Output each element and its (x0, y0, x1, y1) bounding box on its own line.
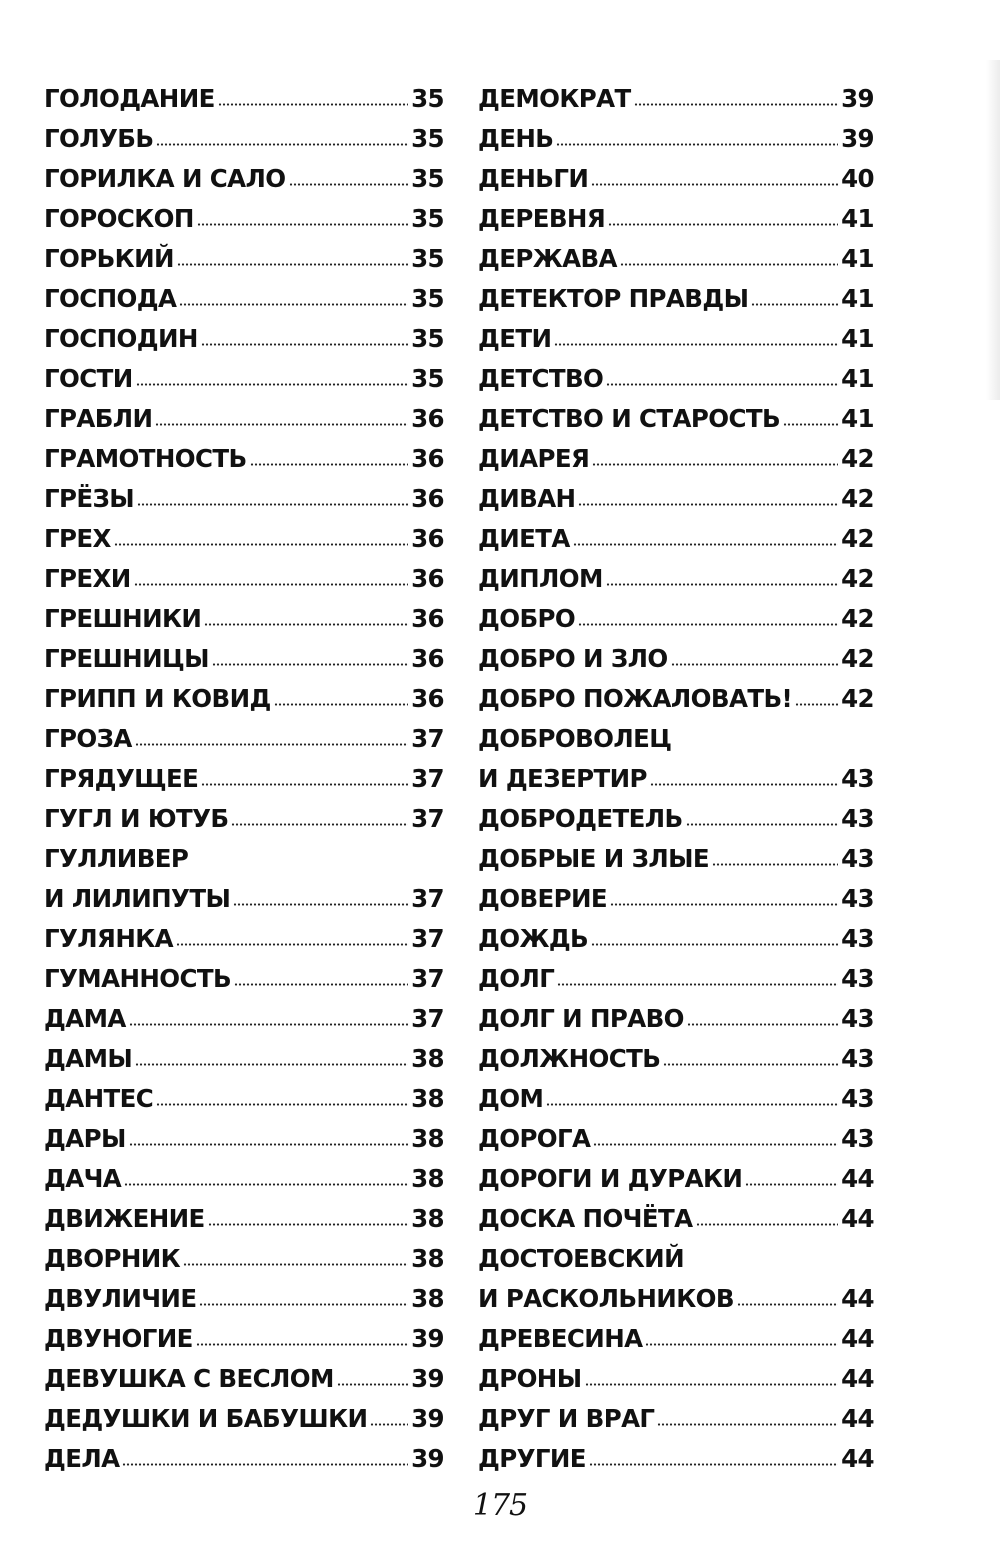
dot-leader (606, 582, 838, 587)
page-number: 175 (472, 1488, 528, 1523)
dot-leader (129, 1022, 408, 1027)
dot-leader (196, 1342, 408, 1347)
dot-leader (208, 1222, 408, 1227)
index-term: ДОЖДЬ (478, 923, 589, 953)
dot-leader (274, 702, 408, 707)
index-term: ГУГЛ И ЮТУБ (44, 803, 229, 833)
index-page-ref: 37 (411, 963, 444, 993)
index-entry (478, 878, 874, 918)
index-term: ДОБРО ПОЖАЛОВАТЬ! (478, 683, 793, 713)
index-page-ref: 38 (411, 1283, 444, 1313)
index-entry (44, 198, 444, 238)
index-page-ref: 43 (841, 763, 874, 793)
index-term: ДЕНЬГИ (478, 163, 589, 193)
index-page-ref: 35 (411, 123, 444, 153)
index-right-column (478, 78, 874, 1478)
index-entry (478, 638, 874, 678)
index-page-ref: 37 (411, 763, 444, 793)
index-term: ДОЛГ И ПРАВО (478, 1003, 684, 1033)
index-page-ref: 37 (411, 883, 444, 913)
index-page-ref: 41 (841, 403, 874, 433)
index-page-ref: 42 (841, 603, 874, 633)
index-page-ref: 39 (411, 1323, 444, 1353)
index-term: ДАМА (44, 1003, 126, 1033)
index-page-ref: 44 (841, 1163, 874, 1193)
index-entry (478, 1278, 874, 1318)
index-entry (44, 318, 444, 358)
dot-leader (634, 102, 838, 107)
index-entry (478, 1118, 874, 1158)
index-term: ГРИПП И КОВИД (44, 683, 271, 713)
index-entry (478, 1238, 874, 1278)
dot-leader (129, 1142, 408, 1147)
index-page-ref: 38 (411, 1203, 444, 1233)
index-entry (44, 438, 444, 478)
index-page-ref: 44 (841, 1443, 874, 1473)
index-term: И ДЕЗЕРТИР (478, 763, 647, 793)
index-term: ДОВЕРИЕ (478, 883, 608, 913)
dot-leader (233, 902, 408, 907)
index-entry (44, 478, 444, 518)
index-page-ref: 42 (841, 523, 874, 553)
index-page-ref: 44 (841, 1363, 874, 1393)
index-entry (44, 1438, 444, 1478)
index-entry (478, 838, 874, 878)
dot-leader (606, 382, 838, 387)
index-term: ГОСПОДА (44, 283, 177, 313)
dot-leader (156, 142, 408, 147)
index-page-ref: 35 (411, 323, 444, 353)
index-term: ДРОНЫ (478, 1363, 582, 1393)
dot-leader (114, 542, 408, 547)
index-term: ДАНТЕС (44, 1083, 154, 1113)
index-page-ref: 37 (411, 923, 444, 953)
index-term: ДВУНОГИЕ (44, 1323, 193, 1353)
index-term: ДЕРЕВНЯ (478, 203, 606, 233)
index-page-ref: 43 (841, 1003, 874, 1033)
dot-leader (737, 1302, 838, 1307)
index-term: ГОЛУБЬ (44, 123, 154, 153)
index-page-ref: 44 (841, 1283, 874, 1313)
index-entry (44, 398, 444, 438)
index-entry (478, 438, 874, 478)
index-page-ref: 43 (841, 923, 874, 953)
index-page-ref: 42 (841, 483, 874, 513)
index-entry (478, 598, 874, 638)
dot-leader (156, 1102, 408, 1107)
dot-leader (556, 142, 838, 147)
index-entry (478, 718, 874, 758)
index-term: ДИВАН (478, 483, 576, 513)
index-page-ref: 44 (841, 1323, 874, 1353)
index-term: ДЕНЬ (478, 123, 554, 153)
index-entry (44, 798, 444, 838)
dot-leader (155, 422, 408, 427)
index-term: ДЕРЖАВА (478, 243, 617, 273)
index-term: ДОЛЖНОСТЬ (478, 1043, 661, 1073)
dot-leader (578, 622, 838, 627)
dot-leader (218, 102, 408, 107)
dot-leader (546, 1102, 838, 1107)
index-entry (44, 958, 444, 998)
index-entry (44, 518, 444, 558)
dot-leader (686, 822, 839, 827)
index-entry (44, 1038, 444, 1078)
dot-leader (795, 702, 838, 707)
dot-leader (135, 742, 408, 747)
index-entry (478, 798, 874, 838)
dot-leader (122, 1462, 408, 1467)
index-page-ref: 36 (411, 403, 444, 433)
index-term: ГОРИЛКА И САЛО (44, 163, 286, 193)
index-entry (478, 1398, 874, 1438)
index-entry (478, 1358, 874, 1398)
index-page-ref: 35 (411, 363, 444, 393)
index-page-ref: 35 (411, 203, 444, 233)
index-left-column (44, 78, 444, 1478)
index-term: ДОРОГИ И ДУРАКИ (478, 1163, 743, 1193)
index-page-ref: 38 (411, 1243, 444, 1273)
index-entry (478, 278, 874, 318)
index-page-ref: 35 (411, 243, 444, 273)
index-entry (44, 878, 444, 918)
index-term: ДАРЫ (44, 1123, 126, 1153)
index-entry (478, 1198, 874, 1238)
index-entry (44, 358, 444, 398)
dot-leader (183, 1262, 408, 1267)
index-term: И ЛИЛИПУТЫ (44, 883, 231, 913)
dot-leader (179, 302, 408, 307)
index-term: ГРОЗА (44, 723, 132, 753)
index-term: ДОБРО И ЗЛО (478, 643, 668, 673)
index-page-ref: 40 (841, 163, 874, 193)
index-entry (478, 918, 874, 958)
index-term: ДОБРОДЕТЕЛЬ (478, 803, 683, 833)
index-term: ГРАМОТНОСТЬ (44, 443, 247, 473)
index-entry (478, 558, 874, 598)
index-page-ref: 37 (411, 723, 444, 753)
index-term: ГРЯДУЩЕЕ (44, 763, 199, 793)
index-entry (478, 1318, 874, 1358)
dot-leader (124, 1182, 408, 1187)
dot-leader (557, 982, 838, 987)
index-term: ДОСКА ПОЧЁТА (478, 1203, 693, 1233)
index-term: ДОБРЫЕ И ЗЛЫЕ (478, 843, 710, 873)
index-entry (44, 718, 444, 758)
index-entry (478, 238, 874, 278)
index-entry (44, 1278, 444, 1318)
dot-leader (751, 302, 838, 307)
index-term: ДРУГИЕ (478, 1443, 586, 1473)
dot-leader (201, 782, 408, 787)
index-page-ref: 39 (411, 1363, 444, 1393)
dot-leader (578, 502, 838, 507)
dot-leader (204, 622, 408, 627)
index-page-ref: 38 (411, 1163, 444, 1193)
index-term: ГОСТИ (44, 363, 133, 393)
index-term: ДОБРОВОЛЕЦ (478, 723, 672, 753)
dot-leader (608, 222, 838, 227)
dot-leader (137, 502, 408, 507)
index-entry (44, 278, 444, 318)
dot-leader (592, 462, 838, 467)
index-term: ДРЕВЕСИНА (478, 1323, 643, 1353)
index-term: ДОРОГА (478, 1123, 591, 1153)
index-page-ref: 41 (841, 243, 874, 273)
index-page-ref: 36 (411, 683, 444, 713)
index-entry (478, 998, 874, 1038)
index-term: И РАСКОЛЬНИКОВ (478, 1283, 734, 1313)
index-page-ref: 35 (411, 163, 444, 193)
dot-leader (589, 1462, 838, 1467)
index-term: ДИЕТА (478, 523, 570, 553)
index-term: ГУЛЛИВЕР (44, 843, 189, 873)
index-page-ref: 37 (411, 803, 444, 833)
dot-leader (231, 822, 408, 827)
index-entry (44, 598, 444, 638)
index-entry (44, 838, 444, 878)
index-entry (478, 1158, 874, 1198)
index-entry (478, 158, 874, 198)
index-term: ДАЧА (44, 1163, 122, 1193)
index-term: ДЕТСТВО (478, 363, 604, 393)
index-entry (44, 1078, 444, 1118)
index-term: ГОСПОДИН (44, 323, 198, 353)
index-page-ref: 42 (841, 443, 874, 473)
index-page-ref: 41 (841, 363, 874, 393)
index-term: ДРУГ И ВРАГ (478, 1403, 655, 1433)
index-entry (478, 478, 874, 518)
index-entry (44, 558, 444, 598)
index-entry (44, 158, 444, 198)
index-page-ref: 43 (841, 963, 874, 993)
index-page-ref: 44 (841, 1203, 874, 1233)
index-page-ref: 39 (411, 1443, 444, 1473)
index-entry (44, 918, 444, 958)
index-entry (478, 358, 874, 398)
index-term: ГОЛОДАНИЕ (44, 83, 215, 113)
index-term: ГРЕШНИКИ (44, 603, 202, 633)
index-page-ref: 44 (841, 1403, 874, 1433)
dot-leader (337, 1382, 408, 1387)
index-entry (44, 118, 444, 158)
dot-leader (696, 1222, 839, 1227)
index-page-ref: 36 (411, 563, 444, 593)
dot-leader (370, 1422, 408, 1427)
dot-leader (663, 1062, 838, 1067)
index-term: ДИАРЕЯ (478, 443, 590, 473)
dot-leader (199, 1302, 408, 1307)
index-page-ref: 42 (841, 683, 874, 713)
index-term: ДЕМОКРАТ (478, 83, 631, 113)
index-page-ref: 39 (411, 1403, 444, 1433)
dot-leader (250, 462, 409, 467)
index-term: ДЕТСТВО И СТАРОСТЬ (478, 403, 781, 433)
index-entry (44, 638, 444, 678)
index-entry (44, 1158, 444, 1198)
index-entry (44, 998, 444, 1038)
index-term: ГРЕХ (44, 523, 111, 553)
dot-leader (591, 182, 838, 187)
index-entry (478, 958, 874, 998)
index-term: ГУМАННОСТЬ (44, 963, 232, 993)
index-entry (44, 1318, 444, 1358)
index-term: ДОБРО (478, 603, 576, 633)
index-term: ДЕТИ (478, 323, 552, 353)
page-edge-shadow (986, 60, 1000, 400)
index-term: ДЕЛА (44, 1443, 120, 1473)
dot-leader (783, 422, 838, 427)
dot-leader (593, 1142, 838, 1147)
index-page-ref: 36 (411, 443, 444, 473)
dot-leader (645, 1342, 838, 1347)
index-page-ref: 35 (411, 83, 444, 113)
index-page-ref: 43 (841, 1043, 874, 1073)
index-page-ref: 43 (841, 803, 874, 833)
index-term: ГУЛЯНКА (44, 923, 174, 953)
index-page-ref: 43 (841, 843, 874, 873)
dot-leader (671, 662, 838, 667)
index-entry (44, 1398, 444, 1438)
index-page-ref: 41 (841, 323, 874, 353)
index-entry (478, 518, 874, 558)
index-term: ГРАБЛИ (44, 403, 153, 433)
index-entry (478, 118, 874, 158)
dot-leader (234, 982, 408, 987)
index-term: ГРЕХИ (44, 563, 131, 593)
index-entry (478, 398, 874, 438)
index-term: ДВИЖЕНИЕ (44, 1203, 205, 1233)
index-entry (44, 758, 444, 798)
index-page-ref: 41 (841, 203, 874, 233)
index-term: ГРЁЗЫ (44, 483, 135, 513)
index-entry (478, 78, 874, 118)
index-term: ДЕТЕКТОР ПРАВДЫ (478, 283, 749, 313)
index-page-ref: 43 (841, 1123, 874, 1153)
index-entry (478, 758, 874, 798)
index-page-ref: 38 (411, 1123, 444, 1153)
index-page-ref: 42 (841, 643, 874, 673)
index-term: ДЕВУШКА С ВЕСЛОМ (44, 1363, 334, 1393)
index-entry (44, 678, 444, 718)
index-entry (478, 1038, 874, 1078)
dot-leader (201, 342, 408, 347)
index-term: ДВУЛИЧИЕ (44, 1283, 197, 1313)
dot-leader (136, 382, 408, 387)
dot-leader (610, 902, 838, 907)
index-entry (44, 1238, 444, 1278)
index-page-ref: 39 (841, 123, 874, 153)
dot-leader (289, 182, 409, 187)
dot-leader (554, 342, 838, 347)
dot-leader (687, 1022, 838, 1027)
index-entry (44, 238, 444, 278)
index-page-ref: 36 (411, 643, 444, 673)
index-entry (44, 1118, 444, 1158)
dot-leader (657, 1422, 838, 1427)
dot-leader (176, 942, 408, 947)
dot-leader (712, 862, 838, 867)
index-entry (478, 198, 874, 238)
index-term: ГОРЬКИЙ (44, 243, 174, 273)
dot-leader (212, 662, 408, 667)
index-term: ГОРОСКОП (44, 203, 194, 233)
index-page-ref: 42 (841, 563, 874, 593)
index-term: ГРЕШНИЦЫ (44, 643, 209, 673)
dot-leader (177, 262, 408, 267)
dot-leader (134, 582, 408, 587)
dot-leader (197, 222, 408, 227)
index-page-ref: 36 (411, 603, 444, 633)
index-page-ref: 41 (841, 283, 874, 313)
dot-leader (591, 942, 838, 947)
index-page-ref: 38 (411, 1043, 444, 1073)
dot-leader (135, 1062, 408, 1067)
index-page-ref: 37 (411, 1003, 444, 1033)
index-page-ref: 39 (841, 83, 874, 113)
index-entry (478, 678, 874, 718)
index-page-ref: 43 (841, 1083, 874, 1113)
index-page-ref: 35 (411, 283, 444, 313)
index-entry (478, 1438, 874, 1478)
index-entry (44, 78, 444, 118)
index-entry (44, 1198, 444, 1238)
dot-leader (745, 1182, 838, 1187)
index-term: ДИПЛОМ (478, 563, 603, 593)
index-page-ref: 43 (841, 883, 874, 913)
dot-leader (585, 1382, 839, 1387)
index-page-ref: 36 (411, 483, 444, 513)
index-page-ref: 36 (411, 523, 444, 553)
index-term: ДОЛГ (478, 963, 555, 993)
index-term: ДОСТОЕВСКИЙ (478, 1243, 684, 1273)
index-entry (478, 1078, 874, 1118)
dot-leader (620, 262, 838, 267)
index-entry (478, 318, 874, 358)
dot-leader (573, 542, 838, 547)
index-term: ДАМЫ (44, 1043, 133, 1073)
index-page-ref: 38 (411, 1083, 444, 1113)
index-term: ДЕДУШКИ И БАБУШКИ (44, 1403, 368, 1433)
index-term: ДВОРНИК (44, 1243, 181, 1273)
index-entry (44, 1358, 444, 1398)
dot-leader (650, 782, 838, 787)
index-term: ДОМ (478, 1083, 544, 1113)
